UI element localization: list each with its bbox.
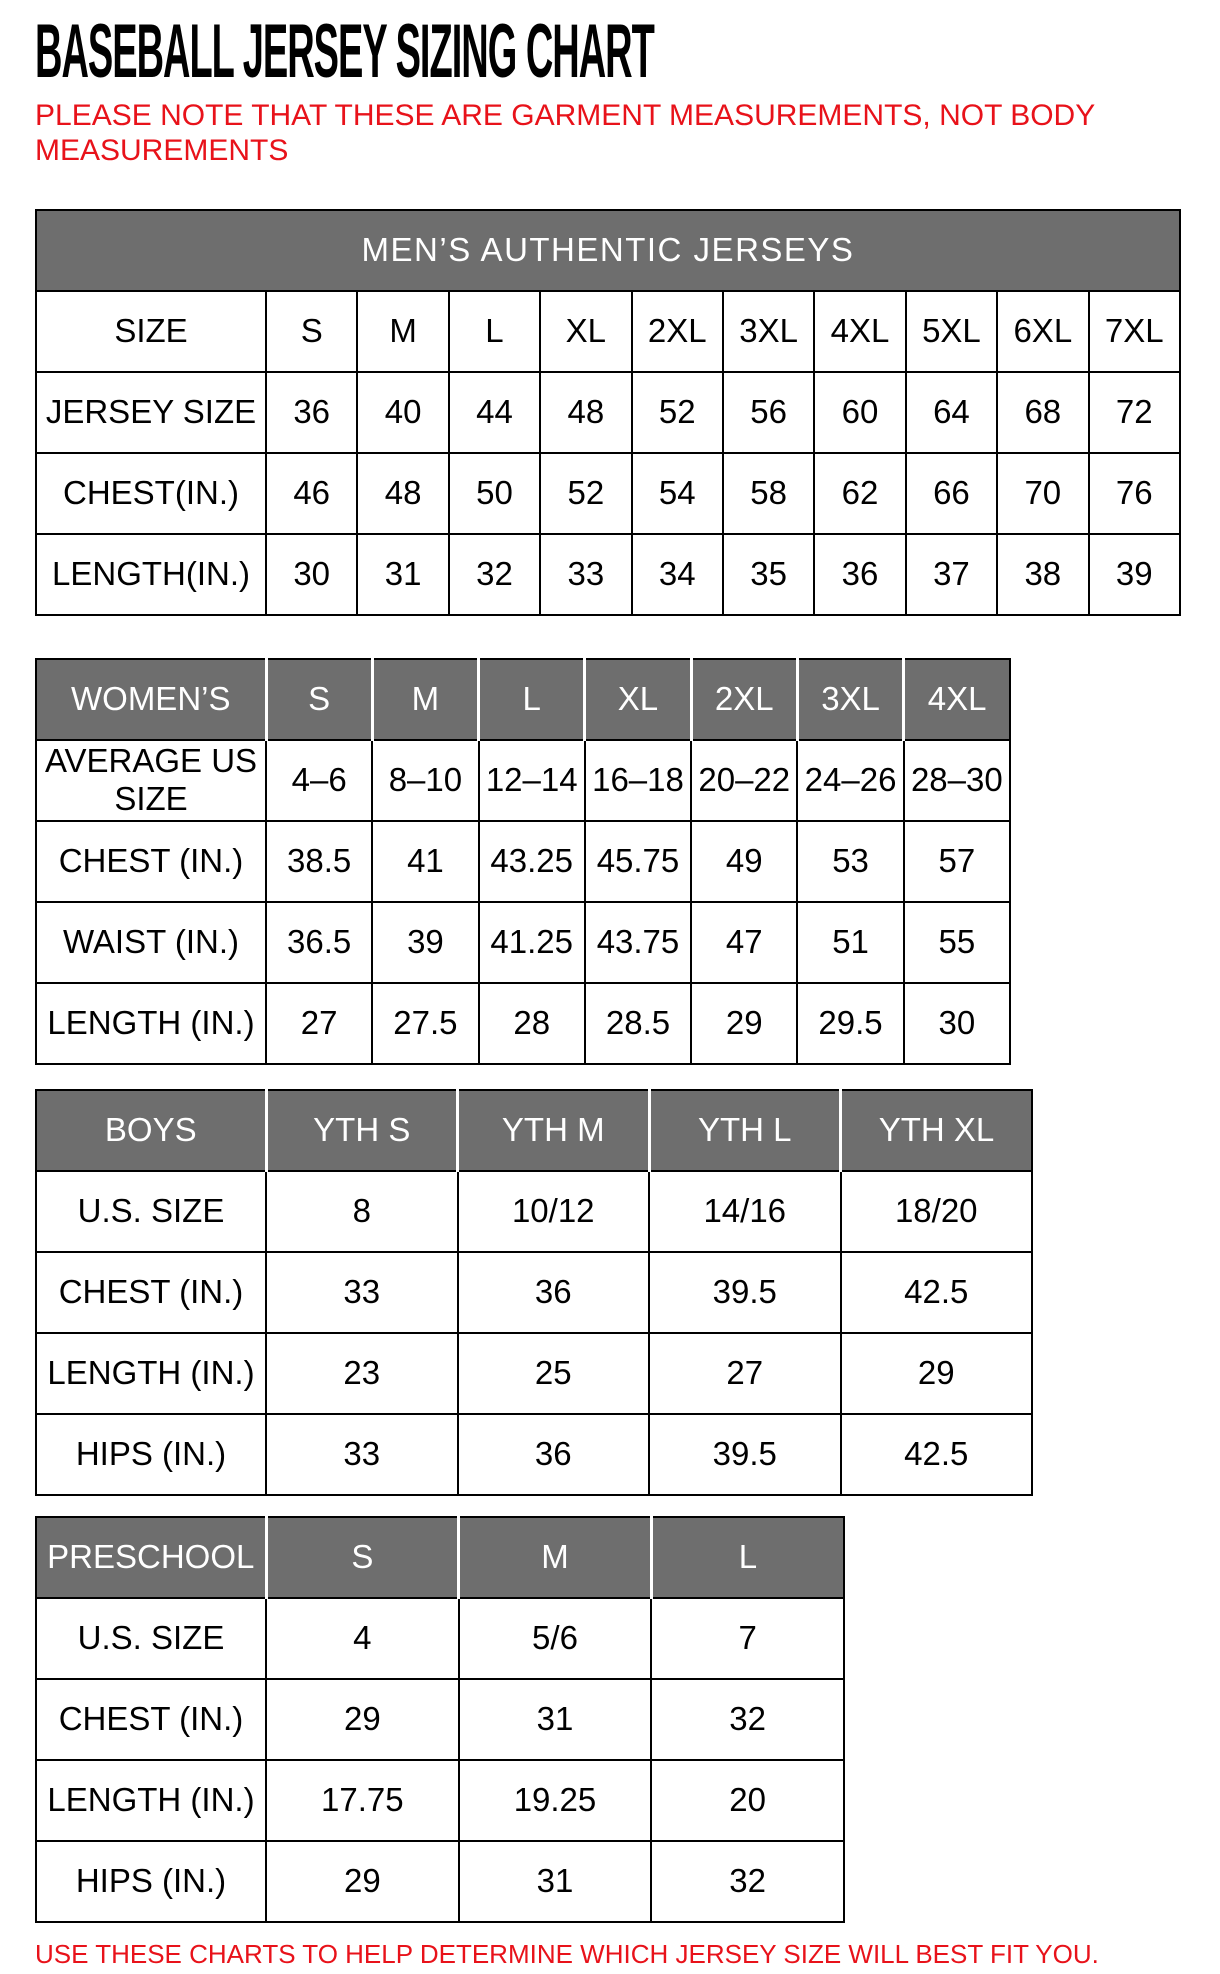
value-cell: 5/6 xyxy=(459,1598,652,1679)
value-cell: 36.5 xyxy=(266,902,372,983)
womens-table-title: WOMEN’S xyxy=(36,659,266,740)
boys-header-row xyxy=(36,1090,1032,1171)
value-cell: 31 xyxy=(459,1679,652,1760)
value-cell: 64 xyxy=(906,372,997,453)
value-cell: 72 xyxy=(1089,372,1180,453)
row-label: CHEST (IN.) xyxy=(36,1679,266,1760)
boys-size-column-header: YTH S xyxy=(266,1090,458,1171)
value-cell: 33 xyxy=(540,534,631,615)
value-cell: 36 xyxy=(814,534,905,615)
womens-size-column-header: M xyxy=(372,659,478,740)
womens-table-row xyxy=(36,740,1010,821)
boys-table-row xyxy=(36,1252,1032,1333)
preschool-size-column-header: L xyxy=(651,1517,844,1598)
value-cell: 23 xyxy=(266,1333,458,1414)
mens-table-row xyxy=(36,372,1180,453)
value-cell: 31 xyxy=(459,1841,652,1922)
mens-sizing-table xyxy=(35,209,1181,616)
value-cell: 43.75 xyxy=(585,902,691,983)
preschool-size-column-header: S xyxy=(266,1517,459,1598)
value-cell: 29 xyxy=(266,1841,459,1922)
value-cell: 29 xyxy=(691,983,797,1064)
value-cell: 18/20 xyxy=(841,1171,1033,1252)
value-cell: 45.75 xyxy=(585,821,691,902)
value-cell: 3XL xyxy=(723,291,814,372)
garment-measurements-note: PLEASE NOTE THAT THESE ARE GARMENT MEASUREMENTS, NOT BODY MEASUREMENTS xyxy=(35,99,1095,168)
preschool-table-row xyxy=(36,1598,844,1679)
value-cell: 41 xyxy=(372,821,478,902)
row-label: CHEST (IN.) xyxy=(36,1252,266,1333)
value-cell: 41.25 xyxy=(479,902,585,983)
womens-size-column-header: XL xyxy=(585,659,691,740)
womens-sizing-table xyxy=(35,658,1011,1065)
value-cell: 38 xyxy=(997,534,1088,615)
row-label: LENGTH(IN.) xyxy=(36,534,266,615)
mens-table-row xyxy=(36,291,1180,372)
value-cell: 24–26 xyxy=(797,740,903,821)
value-cell: 27 xyxy=(649,1333,841,1414)
boys-table-row xyxy=(36,1414,1032,1495)
row-label: LENGTH (IN.) xyxy=(36,1760,266,1841)
value-cell: 48 xyxy=(357,453,448,534)
value-cell: 20 xyxy=(651,1760,844,1841)
value-cell: 6XL xyxy=(997,291,1088,372)
boys-size-column-header: YTH XL xyxy=(841,1090,1033,1171)
row-label: U.S. SIZE xyxy=(36,1598,266,1679)
womens-table-row xyxy=(36,983,1010,1064)
value-cell: 20–22 xyxy=(691,740,797,821)
boys-size-column-header: YTH M xyxy=(458,1090,650,1171)
value-cell: 36 xyxy=(458,1414,650,1495)
boys-table-row xyxy=(36,1171,1032,1252)
value-cell: 2XL xyxy=(632,291,723,372)
value-cell: 4 xyxy=(266,1598,459,1679)
value-cell: 62 xyxy=(814,453,905,534)
value-cell: 56 xyxy=(723,372,814,453)
value-cell: 36 xyxy=(266,372,357,453)
mens-table-title: MEN’S AUTHENTIC JERSEYS xyxy=(36,210,1180,291)
value-cell: 42.5 xyxy=(841,1414,1033,1495)
value-cell: 36 xyxy=(458,1252,650,1333)
value-cell: 27.5 xyxy=(372,983,478,1064)
value-cell: 37 xyxy=(906,534,997,615)
row-label: U.S. SIZE xyxy=(36,1171,266,1252)
row-label: HIPS (IN.) xyxy=(36,1414,266,1495)
value-cell: 12–14 xyxy=(479,740,585,821)
womens-header-row xyxy=(36,659,1010,740)
value-cell: 47 xyxy=(691,902,797,983)
value-cell: 50 xyxy=(449,453,540,534)
value-cell: 38.5 xyxy=(266,821,372,902)
boys-table-title: BOYS xyxy=(36,1090,266,1171)
boys-sizing-table xyxy=(35,1089,1033,1496)
row-label: SIZE xyxy=(36,291,266,372)
value-cell: 7 xyxy=(651,1598,844,1679)
value-cell: 28–30 xyxy=(904,740,1010,821)
value-cell: 54 xyxy=(632,453,723,534)
value-cell: 30 xyxy=(904,983,1010,1064)
value-cell: 58 xyxy=(723,453,814,534)
row-label: JERSEY SIZE xyxy=(36,372,266,453)
preschool-table-title: PRESCHOOL xyxy=(36,1517,266,1598)
value-cell: 46 xyxy=(266,453,357,534)
value-cell: 29 xyxy=(841,1333,1033,1414)
value-cell: 8 xyxy=(266,1171,458,1252)
value-cell: 55 xyxy=(904,902,1010,983)
row-label: CHEST (IN.) xyxy=(36,821,266,902)
value-cell: 51 xyxy=(797,902,903,983)
row-label: LENGTH (IN.) xyxy=(36,1333,266,1414)
preschool-table-row xyxy=(36,1679,844,1760)
boys-table-row xyxy=(36,1333,1032,1414)
womens-table-row xyxy=(36,821,1010,902)
value-cell: 28.5 xyxy=(585,983,691,1064)
value-cell: 43.25 xyxy=(479,821,585,902)
value-cell: 49 xyxy=(691,821,797,902)
row-label: LENGTH (IN.) xyxy=(36,983,266,1064)
value-cell: 53 xyxy=(797,821,903,902)
preschool-header-row xyxy=(36,1517,844,1598)
womens-table-row xyxy=(36,902,1010,983)
value-cell: XL xyxy=(540,291,631,372)
mens-table-row xyxy=(36,534,1180,615)
value-cell: 4–6 xyxy=(266,740,372,821)
value-cell: 70 xyxy=(997,453,1088,534)
value-cell: 40 xyxy=(357,372,448,453)
value-cell: 66 xyxy=(906,453,997,534)
value-cell: 19.25 xyxy=(459,1760,652,1841)
value-cell: 39 xyxy=(372,902,478,983)
row-label: CHEST(IN.) xyxy=(36,453,266,534)
womens-size-column-header: 3XL xyxy=(797,659,903,740)
value-cell: L xyxy=(449,291,540,372)
page-title-text: BASEBALL JERSEY SIZING CHART xyxy=(35,9,654,94)
preschool-table-row xyxy=(36,1760,844,1841)
page-title xyxy=(35,9,1220,94)
boys-size-column-header: YTH L xyxy=(649,1090,841,1171)
value-cell: 39 xyxy=(1089,534,1180,615)
preschool-sizing-table xyxy=(35,1516,845,1923)
value-cell: 4XL xyxy=(814,291,905,372)
value-cell: 33 xyxy=(266,1414,458,1495)
value-cell: 25 xyxy=(458,1333,650,1414)
value-cell: 32 xyxy=(651,1841,844,1922)
value-cell: 8–10 xyxy=(372,740,478,821)
mens-table-row xyxy=(36,453,1180,534)
womens-size-column-header: S xyxy=(266,659,372,740)
value-cell: 32 xyxy=(651,1679,844,1760)
value-cell: 32 xyxy=(449,534,540,615)
value-cell: 17.75 xyxy=(266,1760,459,1841)
value-cell: 42.5 xyxy=(841,1252,1033,1333)
row-label: AVERAGE US SIZE xyxy=(36,740,266,821)
value-cell: 31 xyxy=(357,534,448,615)
value-cell: 68 xyxy=(997,372,1088,453)
value-cell: 27 xyxy=(266,983,372,1064)
value-cell: 14/16 xyxy=(649,1171,841,1252)
row-label: HIPS (IN.) xyxy=(36,1841,266,1922)
value-cell: 52 xyxy=(632,372,723,453)
womens-size-column-header: L xyxy=(479,659,585,740)
value-cell: 34 xyxy=(632,534,723,615)
value-cell: 5XL xyxy=(906,291,997,372)
value-cell: 52 xyxy=(540,453,631,534)
value-cell: 39.5 xyxy=(649,1252,841,1333)
row-label: WAIST (IN.) xyxy=(36,902,266,983)
value-cell: S xyxy=(266,291,357,372)
value-cell: M xyxy=(357,291,448,372)
value-cell: 28 xyxy=(479,983,585,1064)
value-cell: 35 xyxy=(723,534,814,615)
womens-size-column-header: 2XL xyxy=(691,659,797,740)
value-cell: 76 xyxy=(1089,453,1180,534)
value-cell: 60 xyxy=(814,372,905,453)
value-cell: 33 xyxy=(266,1252,458,1333)
value-cell: 44 xyxy=(449,372,540,453)
value-cell: 29.5 xyxy=(797,983,903,1064)
footer-note: USE THESE CHARTS TO HELP DETERMINE WHICH JERSEY SIZE WILL BEST FIT YOU. xyxy=(35,1938,1099,1969)
value-cell: 57 xyxy=(904,821,1010,902)
preschool-size-column-header: M xyxy=(459,1517,652,1598)
womens-size-column-header: 4XL xyxy=(904,659,1010,740)
value-cell: 16–18 xyxy=(585,740,691,821)
value-cell: 39.5 xyxy=(649,1414,841,1495)
value-cell: 48 xyxy=(540,372,631,453)
value-cell: 29 xyxy=(266,1679,459,1760)
mens-header-row xyxy=(36,210,1180,291)
value-cell: 30 xyxy=(266,534,357,615)
value-cell: 10/12 xyxy=(458,1171,650,1252)
value-cell: 7XL xyxy=(1089,291,1180,372)
preschool-table-row xyxy=(36,1841,844,1922)
